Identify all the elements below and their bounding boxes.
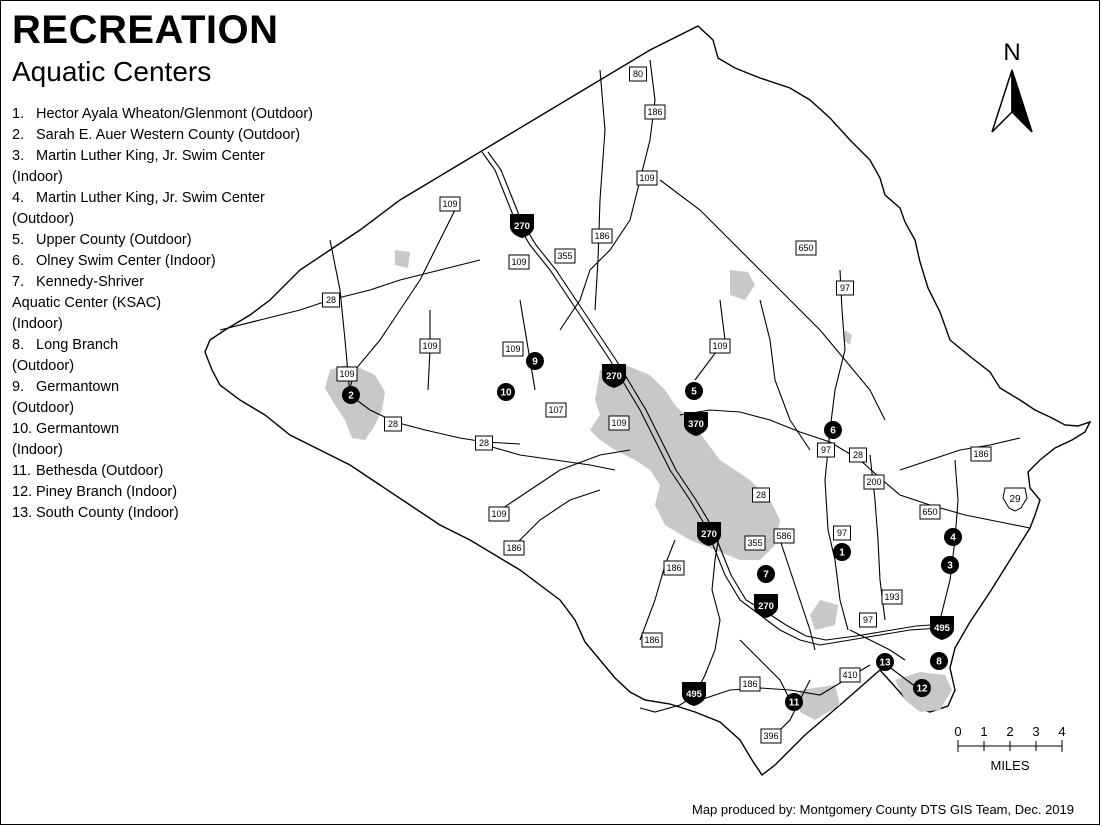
svg-text:107: 107 [548,405,564,415]
svg-text:270: 270 [606,371,622,382]
svg-text:3: 3 [947,560,953,572]
svg-text:5: 5 [691,386,697,398]
north-label: N [1003,39,1021,66]
legend-item-6 [12,251,313,272]
legend-label: Bethesda (Outdoor) [36,463,164,479]
route-shield-186 [642,633,662,647]
route-shield-109 [509,255,529,269]
scale-tick-0: 0 [954,724,962,739]
legend-item-7-line-3: (Indoor) [12,316,63,332]
svg-text:6: 6 [830,425,836,437]
route-shield-396 [761,729,781,743]
route-shield-355 [745,536,765,550]
legend-number: 12. [12,484,33,500]
legend-item-7-line-2: Aquatic Center (KSAC) [12,295,162,311]
legend-item-3 [12,146,313,167]
legend-item-5 [12,230,313,251]
route-shield-109 [503,342,523,356]
aquatic-center-marker-1 [833,543,851,561]
svg-text:410: 410 [842,670,858,680]
route-shield-355 [555,249,575,263]
svg-text:193: 193 [884,592,900,602]
aquatic-center-marker-9 [526,352,544,370]
svg-text:370: 370 [688,419,704,430]
legend-item-9 [12,377,313,398]
route-shield-109 [420,339,440,353]
svg-text:28: 28 [325,295,337,305]
route-shield-28 [850,448,867,462]
svg-text:28: 28 [387,419,399,429]
legend-number: 3. [12,148,25,164]
route-shield-97 [860,613,877,627]
legend-item-4 [12,188,313,209]
svg-text:11: 11 [788,697,800,709]
legend-item-7 [12,272,313,293]
legend-item-8-line-2: (Outdoor) [12,358,75,374]
svg-text:650: 650 [922,507,938,517]
route-shield-186 [971,447,991,461]
aquatic-center-marker-10 [497,383,515,401]
route-shield-109 [710,339,730,353]
svg-text:186: 186 [594,231,610,241]
aquatic-center-marker-3 [941,556,959,574]
legend-item-10-line-2: (Indoor) [12,442,63,458]
route-shield-97 [834,526,851,540]
legend-label: Olney Swim Center (Indoor) [36,253,216,269]
legend-label: Martin Luther King, Jr. Swim Center [36,190,265,206]
svg-text:2: 2 [348,390,354,402]
route-shield-186 [664,561,684,575]
svg-text:13: 13 [879,657,891,669]
route-shield-109 [440,197,460,211]
aquatic-center-marker-5 [685,382,703,400]
legend-number: 13. [12,505,33,521]
route-shield-80 [630,67,647,81]
route-shield-586 [774,529,794,543]
svg-text:495: 495 [686,689,702,700]
svg-text:355: 355 [747,538,763,548]
svg-text:4: 4 [950,532,956,544]
svg-text:650: 650 [798,243,814,253]
svg-text:28: 28 [755,490,767,500]
legend-number: 9. [12,379,25,395]
svg-text:270: 270 [701,529,717,540]
svg-text:97: 97 [836,528,848,538]
legend-item-9-line-2: (Outdoor) [12,400,75,416]
legend-label: Long Branch [36,337,119,353]
legend-number: 11. [12,463,32,479]
page-title: RECREATION [12,8,279,52]
svg-text:109: 109 [511,257,527,267]
route-shield-186 [592,229,612,243]
svg-text:186: 186 [647,107,663,117]
legend-label: Piney Branch (Indoor) [36,484,178,500]
legend-item-8 [12,335,313,356]
scale-tick-1: 1 [980,724,988,739]
route-shield-650 [920,505,940,519]
legend-label: Upper County (Outdoor) [36,232,192,248]
aquatic-center-marker-7 [757,565,775,583]
legend-item-3-line-2: (Indoor) [12,169,63,185]
svg-text:186: 186 [742,679,758,689]
legend-number: 10. [12,421,33,437]
svg-text:28: 28 [852,450,864,460]
svg-text:28: 28 [478,438,490,448]
legend-number: 4. [12,190,25,206]
svg-text:80: 80 [632,69,644,79]
route-shield-200 [864,475,884,489]
svg-text:109: 109 [611,418,627,428]
legend-number: 8. [12,337,25,353]
legend-item-4-line-2: (Outdoor) [12,211,75,227]
aquatic-center-marker-12 [913,679,931,697]
svg-text:29: 29 [1009,494,1021,505]
svg-text:8: 8 [936,656,942,668]
svg-text:200: 200 [866,477,882,487]
svg-text:97: 97 [862,615,874,625]
svg-text:109: 109 [422,341,438,351]
svg-text:270: 270 [514,221,530,232]
route-shield-186 [740,677,760,691]
aquatic-center-marker-6 [824,421,842,439]
north-arrow [992,39,1032,132]
aquatic-center-marker-4 [944,528,962,546]
svg-text:97: 97 [839,283,851,293]
aquatic-center-marker-13 [876,653,894,671]
svg-text:186: 186 [666,563,682,573]
route-shield-28 [753,488,770,502]
scale-bar [954,724,1065,773]
svg-text:109: 109 [639,173,655,183]
svg-text:109: 109 [712,341,728,351]
legend-item-13 [12,503,313,524]
legend-item-11 [12,461,313,482]
svg-text:186: 186 [644,635,660,645]
aquatic-center-marker-11 [785,693,803,711]
legend-label: South County (Indoor) [36,505,179,521]
svg-text:355: 355 [557,251,573,261]
svg-text:1: 1 [839,547,845,559]
scale-unit: MILES [990,758,1030,773]
svg-text:495: 495 [934,623,950,634]
legend-label: Sarah E. Auer Western County (Outdoor) [36,127,301,143]
legend-number: 6. [12,253,25,269]
legend-item-1 [12,104,313,125]
route-shield-186 [504,541,524,555]
aquatic-center-marker-2 [342,386,360,404]
route-shield-109 [637,171,657,185]
legend-label: Germantown [36,379,120,395]
scale-tick-2: 2 [1006,724,1014,739]
route-shield-109 [337,367,357,381]
aquatic-center-marker-8 [930,652,948,670]
svg-text:109: 109 [505,344,521,354]
svg-text:270: 270 [758,601,774,612]
svg-text:396: 396 [763,731,779,741]
route-shield-109 [489,507,509,521]
route-shield-28 [476,436,493,450]
svg-text:10: 10 [500,387,512,399]
svg-text:7: 7 [763,569,769,581]
svg-text:109: 109 [339,369,355,379]
legend-number: 2. [12,127,25,143]
legend-label: Martin Luther King, Jr. Swim Center [36,148,265,164]
svg-text:109: 109 [491,509,507,519]
legend-label: Kennedy-Shriver [36,274,144,290]
route-shield-28 [385,417,402,431]
route-shield-97 [818,443,835,457]
legend [12,104,313,524]
route-shield-186 [645,105,665,119]
scale-tick-3: 3 [1032,724,1040,739]
svg-text:9: 9 [532,356,538,368]
legend-item-10 [12,419,313,440]
svg-text:186: 186 [973,449,989,459]
route-shield-193 [882,590,902,604]
legend-number: 1. [12,106,25,122]
svg-text:109: 109 [442,199,458,209]
legend-number: 7. [12,274,25,290]
route-shield-109 [609,416,629,430]
page-subtitle: Aquatic Centers [12,56,212,87]
svg-text:97: 97 [820,445,832,455]
route-shield-28 [323,293,340,307]
svg-text:12: 12 [916,683,928,695]
scale-tick-4: 4 [1058,724,1066,739]
legend-label: Germantown [36,421,120,437]
svg-text:586: 586 [776,531,792,541]
map-credit: Map produced by: Montgomery County DTS GIS Team, Dec. 2019 [692,802,1074,817]
route-shield-107 [546,403,566,417]
route-shield-650 [796,241,816,255]
legend-item-2 [12,125,313,146]
route-shield-97 [837,281,854,295]
route-shield-410 [840,668,860,682]
legend-label: Hector Ayala Wheaton/Glenmont (Outdoor) [36,106,313,122]
legend-item-12 [12,482,313,503]
legend-number: 5. [12,232,25,248]
svg-text:186: 186 [506,543,522,553]
